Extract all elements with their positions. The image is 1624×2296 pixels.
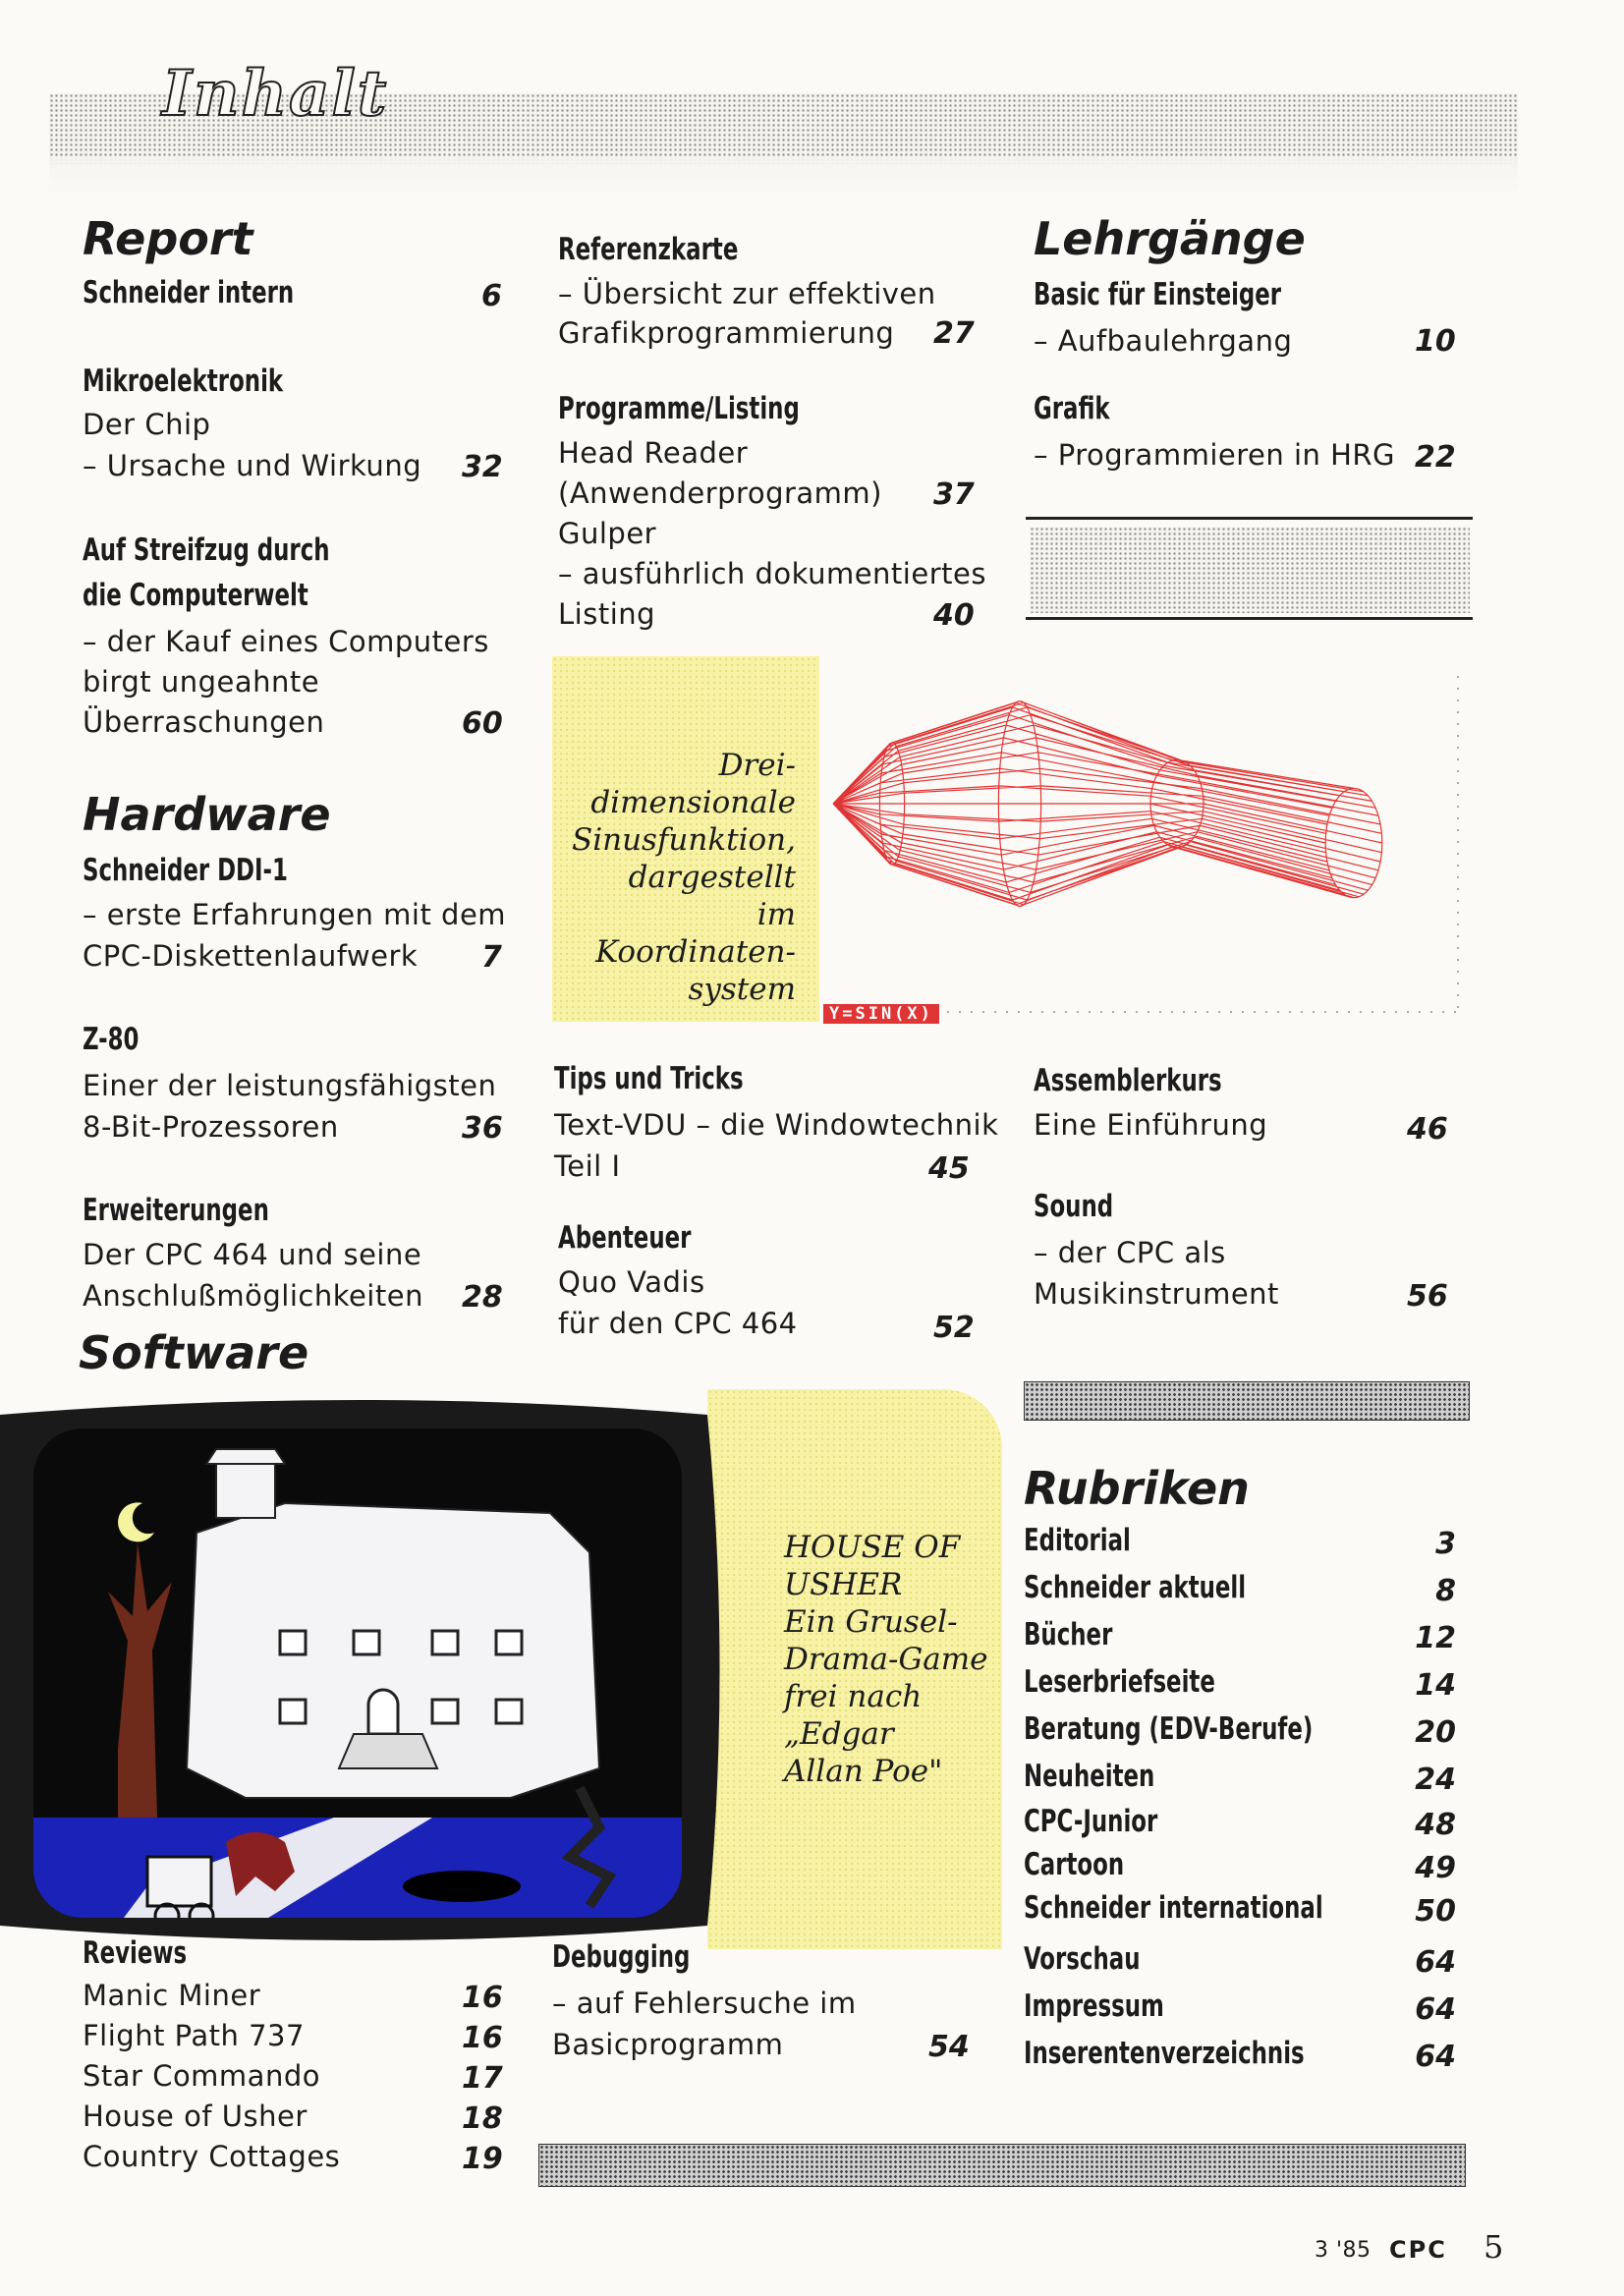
page-number: 54: [928, 2030, 970, 2064]
list-item: [1024, 2036, 1456, 2083]
rubrik-page: 20: [1415, 1715, 1456, 1750]
rubrik-name: Vorschau: [1024, 1941, 1141, 1977]
rubrik-page: 50: [1415, 1894, 1456, 1929]
entry-title: Basic für Einsteiger: [1034, 277, 1282, 312]
sinus-formula-label: Y=SIN(X): [823, 1004, 939, 1024]
review-name: Star Commando: [83, 2059, 320, 2093]
rubrik-page: 48: [1415, 1808, 1456, 1842]
entry-title: Tips und Tricks: [554, 1061, 744, 1096]
caption-line: frei nach: [784, 1679, 923, 1714]
rubrik-name: Bücher: [1024, 1617, 1113, 1652]
section-software: Software: [79, 1326, 309, 1379]
rubrik-page: 64: [1415, 1945, 1456, 1980]
page-number: 52: [933, 1311, 975, 1345]
rubrik-name: Editorial: [1024, 1523, 1131, 1558]
page-number: 45: [928, 1151, 970, 1186]
entry-title: Mikroelektronik: [83, 364, 284, 399]
entry-text: CPC-Diskettenlaufwerk: [83, 939, 419, 973]
entry-text: Eine Einführung: [1034, 1108, 1268, 1142]
entry-title: die Computerwelt: [83, 578, 308, 613]
divider: [1026, 517, 1473, 520]
entry-text: – ausführlich dokumentiertes: [558, 557, 986, 590]
entry-title: Abenteuer: [558, 1220, 692, 1256]
caption-line: system: [688, 972, 796, 1007]
caption-line: Drei-: [718, 748, 796, 783]
review-page: 17: [462, 2061, 503, 2096]
rubrik-page: 8: [1435, 1574, 1456, 1608]
review-name: Country Cottages: [83, 2140, 341, 2173]
caption-line: „Edgar: [784, 1716, 894, 1752]
usher-caption: [784, 1529, 988, 1790]
entry-title: Grafik: [1034, 391, 1110, 426]
rubrik-page: 64: [1415, 2040, 1456, 2074]
list-item: [1024, 1890, 1456, 1937]
entry-title: Schneider intern: [83, 275, 295, 310]
page-number: 7: [481, 940, 502, 975]
rubrik-page: 3: [1435, 1527, 1456, 1561]
dotted-band: [1024, 1381, 1470, 1421]
review-page: 16: [462, 2021, 503, 2055]
page-number: 28: [462, 1280, 503, 1315]
entry-text: – der Kauf eines Computers: [83, 625, 489, 658]
issue-number: 3 '85: [1315, 2238, 1372, 2263]
entry-title: Schneider DDI-1: [83, 853, 288, 888]
entry-title: Referenzkarte: [558, 232, 739, 267]
page-number: 56: [1407, 1279, 1448, 1314]
page-number: 60: [462, 706, 503, 741]
review-name: Flight Path 737: [83, 2019, 305, 2052]
page-title: Inhalt: [162, 57, 389, 131]
list-item: [1024, 1570, 1456, 1617]
page-number: 36: [462, 1111, 503, 1146]
rubrik-page: 24: [1415, 1763, 1456, 1797]
caption-line: HOUSE OF: [784, 1530, 961, 1565]
review-page: 16: [462, 1981, 503, 2015]
entry-title: Erweiterungen: [83, 1193, 269, 1228]
rubrik-page: 14: [1415, 1668, 1456, 1703]
entry-text: – erste Erfahrungen mit dem: [83, 898, 507, 931]
entry-text: – auf Fehlersuche im: [552, 1987, 857, 2020]
entry-text: Teil I: [554, 1149, 621, 1183]
page-number: 10: [1415, 324, 1456, 359]
game-screenshot: [0, 1395, 727, 1945]
list-item: [1024, 1523, 1456, 1570]
entry-text: Listing: [558, 597, 656, 631]
entry-title: Assemblerkurs: [1034, 1063, 1222, 1098]
entry-text: – Übersicht zur effektiven: [558, 277, 936, 310]
bottom-dotted-band: [538, 2144, 1466, 2187]
entry-text: 8-Bit-Prozessoren: [83, 1110, 339, 1144]
rubrik-page: 12: [1415, 1621, 1456, 1655]
review-page: 19: [462, 2142, 503, 2176]
header-band-fade: [49, 157, 1518, 196]
rubrik-page: 64: [1415, 1992, 1456, 2027]
review-page: 18: [462, 2101, 503, 2136]
caption-line: Allan Poe": [784, 1754, 943, 1789]
caption-line: im Koordinaten-: [595, 897, 796, 970]
review-name: House of Usher: [83, 2100, 308, 2133]
page-number: 22: [1415, 440, 1456, 475]
entry-text: Anschlußmöglichkeiten: [83, 1279, 423, 1313]
page-number: 32: [462, 450, 503, 484]
rubrik-name: Cartoon: [1024, 1847, 1125, 1882]
review-name: Manic Miner: [83, 1979, 261, 2012]
entry-text: Gulper: [558, 517, 657, 550]
entry-title: Debugging: [552, 1939, 691, 1975]
entry-title: Z-80: [83, 1022, 140, 1057]
entry-title: Sound: [1034, 1189, 1114, 1224]
rubrik-name: Schneider aktuell: [1024, 1570, 1247, 1605]
section-rubriken: Rubriken: [1024, 1462, 1250, 1515]
page-number: 6: [481, 279, 502, 313]
entry-text: Grafikprogrammierung: [558, 316, 895, 350]
list-item: [1024, 1988, 1456, 2036]
caption-line: Ein Grusel-: [784, 1604, 958, 1640]
rubrik-name: Leserbriefseite: [1024, 1664, 1215, 1700]
entry-title: Reviews: [83, 1935, 188, 1971]
caption-line: Drama-Game: [784, 1642, 988, 1677]
entry-text: Einer der leistungsfähigsten: [83, 1069, 497, 1102]
section-report: Report: [83, 212, 253, 265]
entry-text: Der CPC 464 und seine: [83, 1238, 422, 1271]
entry-text: Basicprogramm: [552, 2028, 784, 2061]
caption-line: Sinusfunktion,: [571, 822, 796, 858]
sinus-wireframe: [833, 701, 1382, 907]
dotted-band: [1030, 527, 1470, 613]
entry-text: Text-VDU – die Windowtechnik: [554, 1108, 999, 1142]
entry-text: für den CPC 464: [558, 1307, 798, 1340]
rubrik-name: Impressum: [1024, 1988, 1164, 2024]
rubrik-page: 49: [1415, 1851, 1456, 1885]
entry-text: Head Reader: [558, 436, 749, 470]
entry-text: Musikinstrument: [1034, 1277, 1279, 1311]
caption-line: dargestellt: [628, 860, 796, 895]
caption-line: dimensionale: [590, 785, 796, 820]
list-item: [1024, 1804, 1456, 1851]
entry-text: – Aufbaulehrgang: [1034, 324, 1293, 358]
list-item: [1024, 1759, 1456, 1806]
list-item: [1024, 1941, 1456, 1988]
entry-text: (Anwenderprogramm): [558, 476, 882, 510]
section-hardware: Hardware: [83, 788, 331, 841]
sinus-plot: [819, 656, 1468, 1030]
caption-line: USHER: [784, 1567, 903, 1602]
entry-text: birgt ungeahnte: [83, 665, 320, 699]
entry-title: Auf Streifzug durch: [83, 532, 330, 568]
page-number: 37: [933, 477, 975, 512]
entry-text: Überraschungen: [83, 705, 325, 739]
rubrik-name: Inserentenverzeichnis: [1024, 2036, 1305, 2071]
rubrik-name: CPC-Junior: [1024, 1804, 1158, 1839]
rubriken-list: [1024, 1523, 1456, 2093]
page-number-footer: 5: [1484, 2228, 1504, 2266]
entry-text: – Programmieren in HRG: [1034, 438, 1396, 472]
list-item: [1024, 1847, 1456, 1894]
entry-text: Quo Vadis: [558, 1265, 705, 1299]
list-item: [1024, 1664, 1456, 1711]
list-item: [1024, 1711, 1456, 1759]
entry-title: Programme/Listing: [558, 391, 800, 426]
page-number: 46: [1407, 1112, 1448, 1147]
rubrik-name: Schneider international: [1024, 1890, 1323, 1926]
section-lehrgaenge: Lehrgänge: [1034, 212, 1306, 265]
list-item: [1024, 1617, 1456, 1664]
entry-text: – Ursache und Wirkung: [83, 449, 422, 482]
rubrik-name: Beratung (EDV-Berufe): [1024, 1711, 1314, 1747]
divider: [1026, 617, 1473, 620]
sinus-caption: [552, 747, 796, 1008]
page-number: 40: [933, 598, 975, 633]
entry-text: – der CPC als: [1034, 1236, 1226, 1269]
page-number: 27: [933, 316, 975, 351]
rubrik-name: Neuheiten: [1024, 1759, 1155, 1794]
brand-label: CPC: [1389, 2236, 1447, 2264]
entry-text: Der Chip: [83, 408, 211, 441]
